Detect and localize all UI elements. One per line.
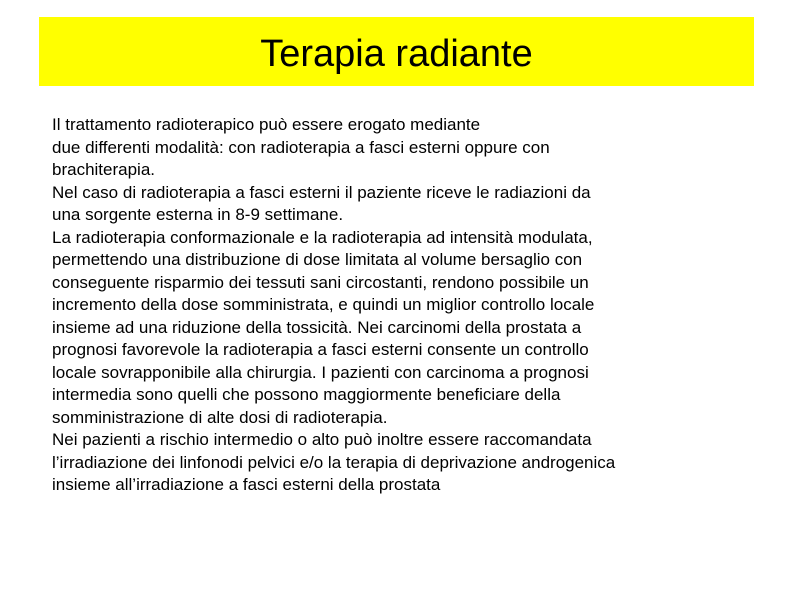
- text-line: Il trattamento radioterapico può essere erogato mediante: [52, 115, 481, 134]
- text-line: permettendo una distribuzione di dose limitata al volume bersaglio con: [52, 250, 583, 269]
- text-line: due differenti modalità: con radioterapia a fasci esterni oppure con: [52, 137, 550, 157]
- slide-body-text: [52, 114, 752, 497]
- text-line: intermedia sono quelli che possono maggiormente beneficiare della: [52, 385, 561, 404]
- text-line: conseguente risparmio dei tessuti sani circostanti, rendono possibile un: [52, 272, 589, 292]
- text-line: Nel caso di radioterapia a fasci esterni il paziente riceve le radiazioni da: [52, 182, 591, 202]
- text-line: insieme all’irradiazione a fasci esterni della prostata: [52, 475, 441, 494]
- text-line: l’irradiazione dei linfonodi pelvici e/o la terapia di deprivazione androgenica: [52, 452, 616, 472]
- text-line: prognosi favorevole la radioterapia a fasci esterni consente un controllo: [52, 340, 589, 359]
- text-line: incremento della dose somministrata, e quindi un miglior controllo locale: [52, 295, 595, 314]
- text-line: somministrazione di alte dosi di radioterapia.: [52, 407, 388, 427]
- slide-title: Terapia radiante: [260, 32, 533, 75]
- text-line: locale sovrapponibile alla chirurgia. I pazienti con carcinoma a prognosi: [52, 362, 589, 382]
- title-banner: [39, 17, 754, 86]
- text-line: brachiterapia.: [52, 160, 156, 179]
- text-line: Nei pazienti a rischio intermedio o alto può inoltre essere raccomandata: [52, 430, 592, 449]
- text-line: insieme ad una riduzione della tossicità. Nei carcinomi della prostata a: [52, 317, 582, 337]
- text-line: una sorgente esterna in 8-9 settimane.: [52, 205, 344, 224]
- text-line: La radioterapia conformazionale e la radioterapia ad intensità modulata,: [52, 227, 593, 247]
